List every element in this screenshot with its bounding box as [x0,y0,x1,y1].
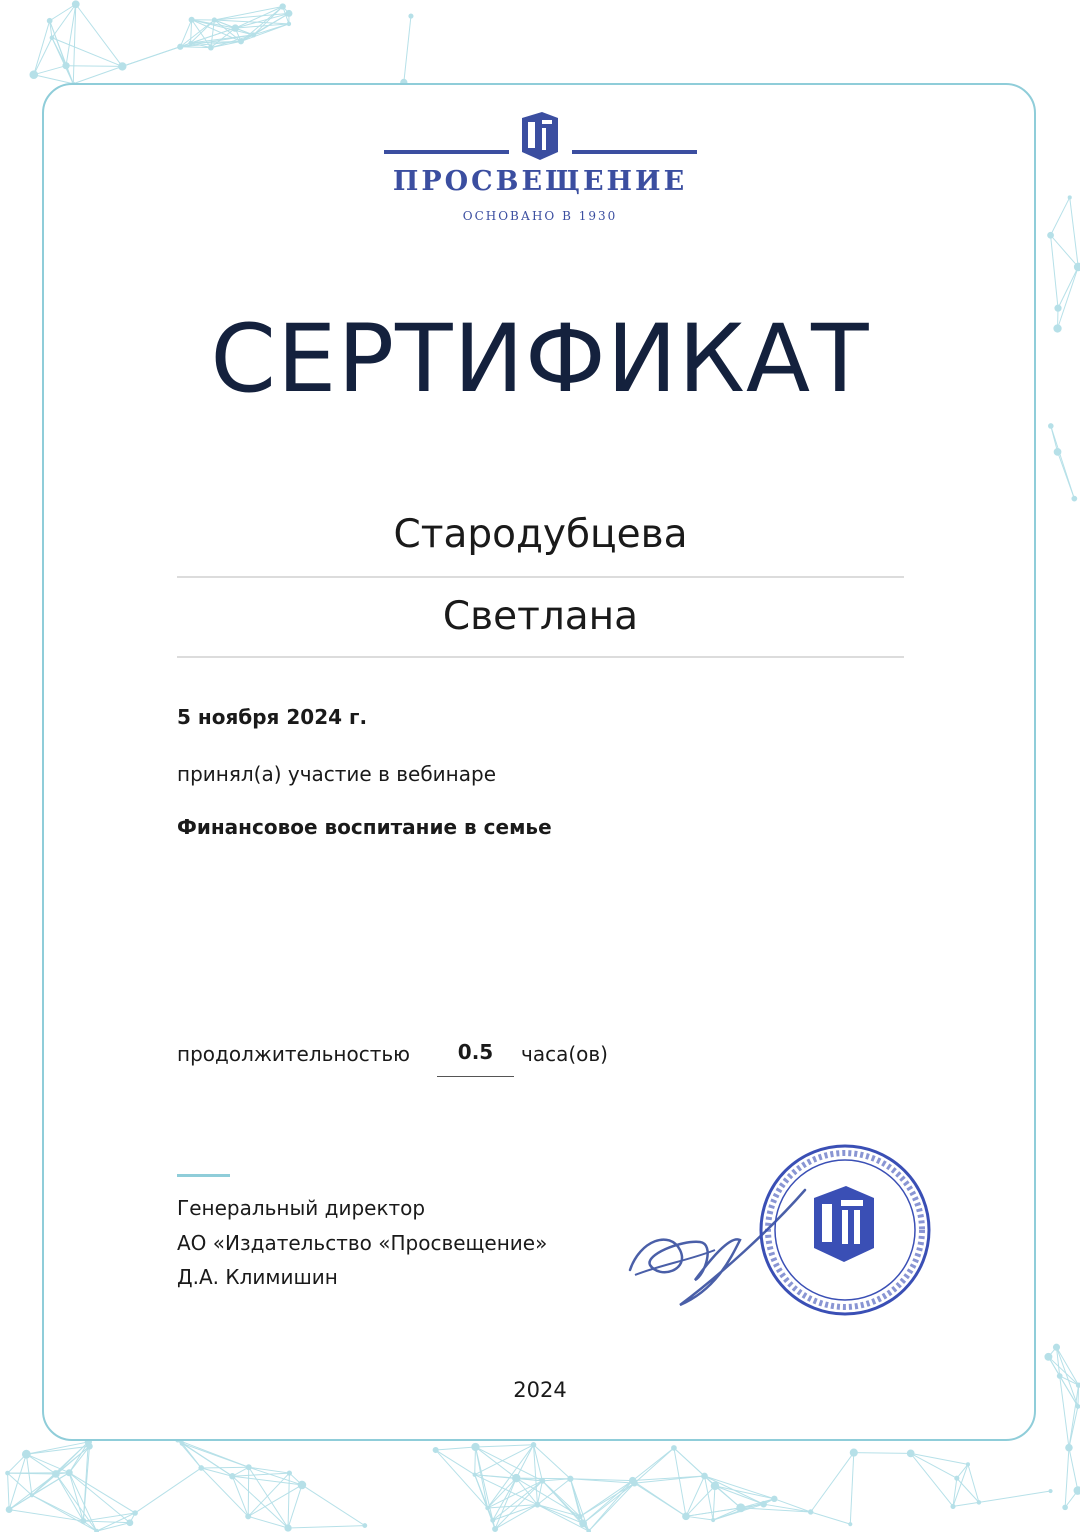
network-line [69,1473,130,1523]
network-node [133,1511,138,1516]
network-node [966,1463,969,1466]
network-line [232,1476,248,1516]
network-line [854,1453,911,1454]
network-node [208,45,213,50]
network-node [72,1,79,8]
network-line [52,38,66,66]
network-line [583,1483,634,1523]
network-node [189,17,194,22]
network-line [73,66,122,83]
network-line [475,1445,533,1447]
network-line [542,1481,588,1531]
network-node [280,4,285,9]
network-node [493,1526,498,1531]
network-node [287,1471,291,1475]
network-line [811,1512,851,1524]
network-line [436,1450,488,1508]
network-line [288,1473,289,1528]
network-node [711,1482,719,1490]
network-node [568,1476,573,1481]
network-line [248,1485,302,1516]
network-node [6,1507,12,1513]
network-node [298,1481,306,1489]
network-node [473,1473,476,1476]
network-node [683,1513,690,1520]
network-line [686,1486,715,1516]
brand-name: ПРОСВЕЩЕНИЕ [392,166,688,197]
participation-text: принял(а) участие в вебинаре [177,762,496,786]
network-line [249,1467,290,1473]
network-node [1053,1344,1059,1350]
network-node [433,1447,438,1452]
network-node [178,44,183,49]
network-line [516,1445,533,1478]
network-node [87,1444,93,1450]
signatory-company: АО «Издательство «Просвещение» [177,1231,548,1255]
network-node [1072,496,1077,501]
network-node [1049,1489,1052,1492]
network-line [953,1502,979,1506]
network-line [911,1453,953,1506]
duration-label: продолжительностью [177,1042,410,1066]
network-line [241,7,283,42]
network-line [50,4,76,20]
network-line [56,1446,90,1474]
network-node [632,1480,638,1486]
network-node [1076,1405,1080,1409]
network-line [8,1473,10,1509]
network-node [702,1473,708,1479]
network-line [634,1483,685,1516]
network-line [1065,1448,1069,1508]
network-node [907,1450,914,1457]
network-line [191,20,192,43]
network-line [232,1473,289,1476]
network-node [66,1470,72,1476]
network-node [1066,1444,1073,1451]
network-node [849,1523,852,1526]
network-line [66,66,122,67]
network-node [808,1510,812,1514]
network-node [212,18,216,22]
network-node [230,1474,235,1479]
network-line [436,1450,475,1475]
network-node [409,14,413,18]
network-line [1051,235,1079,267]
network-node [712,1518,715,1521]
network-node [81,1519,86,1524]
network-line [1051,235,1058,308]
network-line [249,1467,288,1528]
network-line [248,1467,249,1516]
recipient-surname: Стародубцева [177,512,904,578]
network-node [772,1496,777,1501]
certificate-title: СЕРТИФИКАТ [210,305,870,414]
network-line [979,1491,1051,1502]
network-node [285,1525,291,1531]
network-node [232,25,238,31]
network-node [30,71,38,79]
network-node [1068,196,1071,199]
network-node [1074,263,1080,271]
network-node [535,1502,540,1507]
company-seal-icon [748,1140,943,1320]
network-line [122,47,180,67]
network-node [246,1465,251,1470]
network-node [22,1450,30,1458]
network-node [850,1449,857,1456]
network-line [288,1526,365,1528]
network-line [850,1453,854,1525]
network-line [1051,197,1070,235]
network-node [238,39,243,44]
signatory-name: Д.А. Климишин [177,1265,338,1289]
network-line [1069,1448,1078,1491]
network-line [534,1445,571,1479]
network-line [475,1445,534,1475]
network-line [1070,197,1078,267]
network-node [1063,1505,1068,1510]
network-line [97,1523,130,1531]
network-node [540,1478,545,1483]
network-node [286,10,292,16]
certificate-year: 2024 [513,1378,567,1402]
recipient-first-name: Светлана [177,594,904,658]
network-line [26,1454,32,1495]
network-line [34,66,66,75]
network-node [287,22,290,25]
network-line [713,1486,715,1520]
network-line [50,21,66,66]
signature-accent-line [177,1174,230,1177]
network-node [30,1494,33,1497]
network-line [404,16,411,82]
network-line [811,1453,854,1512]
network-line [56,1474,97,1531]
network-node [63,63,69,69]
signatory-position: Генеральный директор [177,1196,426,1220]
network-line [26,1454,69,1473]
network-line [436,1447,476,1450]
network-line [911,1453,957,1478]
webinar-title: Финансовое воспитание в семье [177,815,552,839]
network-line [957,1464,968,1478]
network-node [1048,232,1054,238]
network-node [472,1443,479,1450]
network-node [363,1524,367,1528]
network-line [302,1485,365,1526]
certificate-date: 5 ноября 2024 г. [177,705,368,729]
network-line [1051,426,1075,499]
network-line [249,1467,302,1485]
network-node [119,63,126,70]
network-node [1049,424,1054,429]
network-node [531,1443,536,1448]
network-line [1058,267,1078,308]
duration-value: 0.5 [437,1040,514,1077]
network-node [955,1476,959,1480]
network-node [977,1501,981,1505]
network-node [951,1504,955,1508]
network-node [6,1471,10,1475]
network-node [127,1520,133,1526]
network-node [1074,1487,1080,1495]
network-node [199,1466,204,1471]
network-line [32,1474,56,1495]
network-node [50,36,54,40]
brand-founded: ОСНОВАНО В 1930 [462,209,618,223]
network-node [53,1471,60,1478]
network-line [911,1453,968,1464]
network-line [674,1448,686,1516]
network-line [135,1468,201,1513]
network-node [246,1514,251,1519]
network-line [516,1478,537,1505]
duration-unit: часа(ов) [521,1042,608,1066]
network-line [201,1467,248,1468]
network-line [686,1516,713,1520]
network-line [52,4,76,38]
network-node [672,1446,677,1451]
network-line [686,1476,705,1516]
network-line [953,1464,968,1506]
network-line [26,1454,56,1474]
network-line [232,1476,302,1485]
network-node [1045,1353,1052,1360]
network-node [47,18,52,23]
network-line [475,1447,476,1475]
